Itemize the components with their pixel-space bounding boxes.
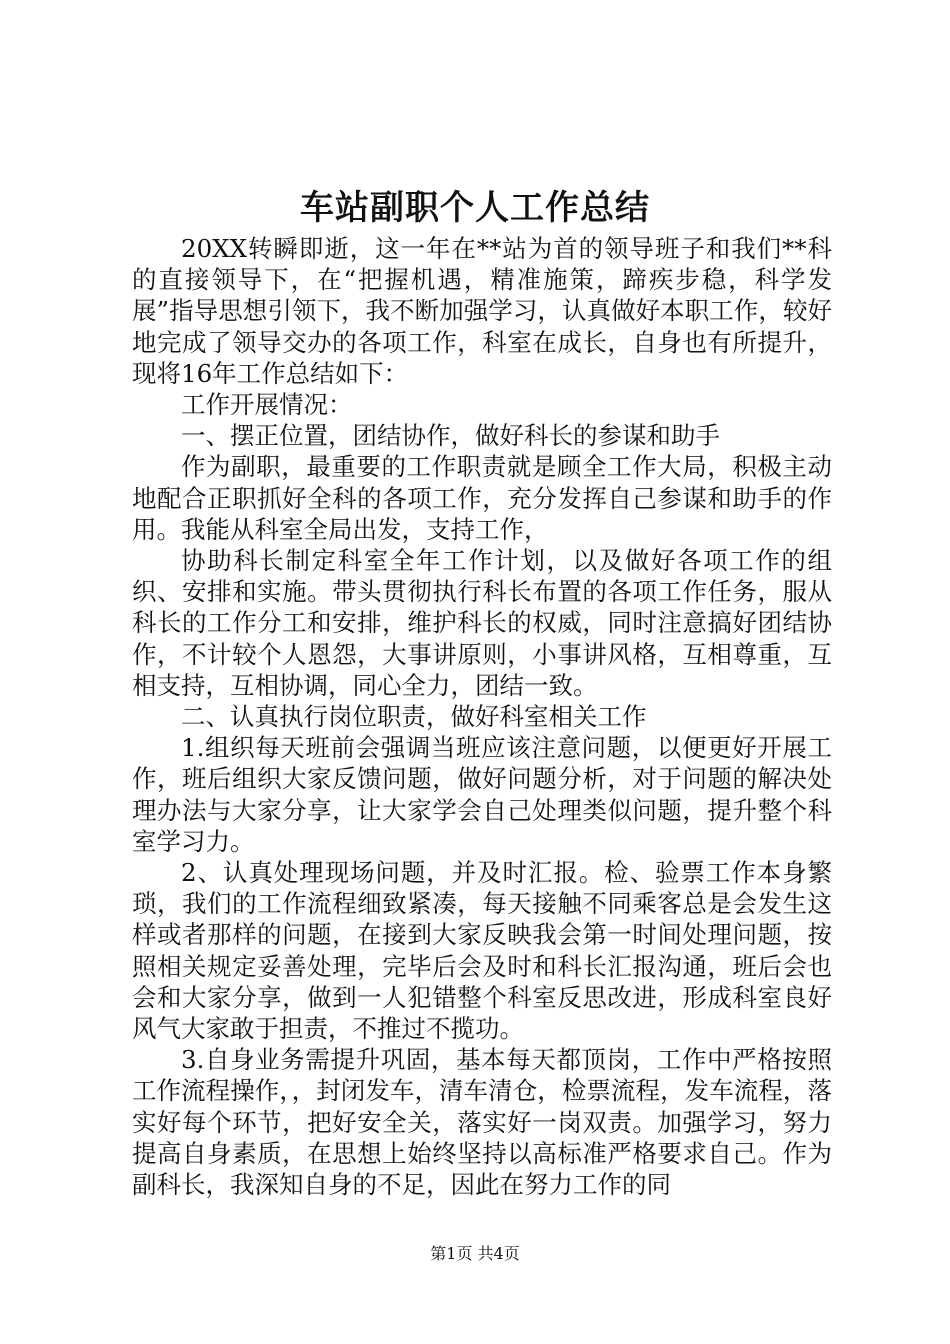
- document-body: [132, 233, 832, 1200]
- paragraph: 1.组织每天班前会强调当班应该注意问题，以便更好开展工作，班后组织大家反馈问题，做好问题分析，对于问题的解决处理办法与大家分享，让大家学会自己处理类似问题，提升整个科室学习力。: [132, 733, 832, 856]
- document-title: 车站副职个人工作总结: [300, 188, 650, 228]
- paragraph: 2、认真处理现场问题，并及时汇报。检、验票工作本身繁琐，我们的工作流程细致紧凑，每天接触不同乘客总是会发生这样或者那样的问题，在接到大家反映我会第一时间处理问题，按照相关规定妥善处理，完毕后会及时和科长汇报沟通，班后会也会和大家分享，做到一人犯错整个科室反思改进，形成科室良好风气大家敢于担责，不推过不揽功。: [132, 858, 832, 1044]
- section-heading: 二、认真执行岗位职责，做好科室相关工作: [181, 702, 647, 732]
- paragraph: 作为副职，最重要的工作职责就是顾全工作大局，积极主动地配合正职抓好全科的各项工作，充分发挥自己参谋和助手的作用。我能从科室全局出发，支持工作，: [132, 452, 832, 544]
- paragraph: 协助科长制定科室全年工作计划，以及做好各项工作的组织、安排和实施。带头贯彻执行科长布置的各项工作任务，服从科长的工作分工和安排，维护科长的权威，同时注意搞好团结协作，不计较个人恩怨，大事讲原则，小事讲风格，互相尊重，互相支持，互相协调，同心全力，团结一致。: [132, 546, 832, 700]
- page-footer: 第1页 共4页: [430, 1244, 520, 1263]
- paragraph: 3.自身业务需提升巩固，基本每天都顶岗，工作中严格按照工作流程操作，，封闭发车，清车清仓，检票流程，发车流程，落实好每个环节，把好安全关，落实好一岗双责。加强学习，努力提高自身素质，在思想上始终坚持以高标准严格要求自己。作为副科长，我深知自身的不足，因此在努力工作的同: [132, 1045, 832, 1200]
- paragraph: 20XX转瞬即逝，这一年在**站为首的领导班子和我们**科的直接领导下，在“把握机遇，精准施策，蹄疾步稳，科学发展”指导思想引领下，我不断加强学习，认真做好本职工作，较好地完成了领导交办的各项工作，科室在成长，自身也有所提升，现将16年工作总结如下：: [132, 234, 832, 388]
- section-heading: 一、摆正位置，团结协作，做好科长的参谋和助手: [181, 421, 720, 451]
- paragraph: 工作开展情况：: [181, 390, 353, 420]
